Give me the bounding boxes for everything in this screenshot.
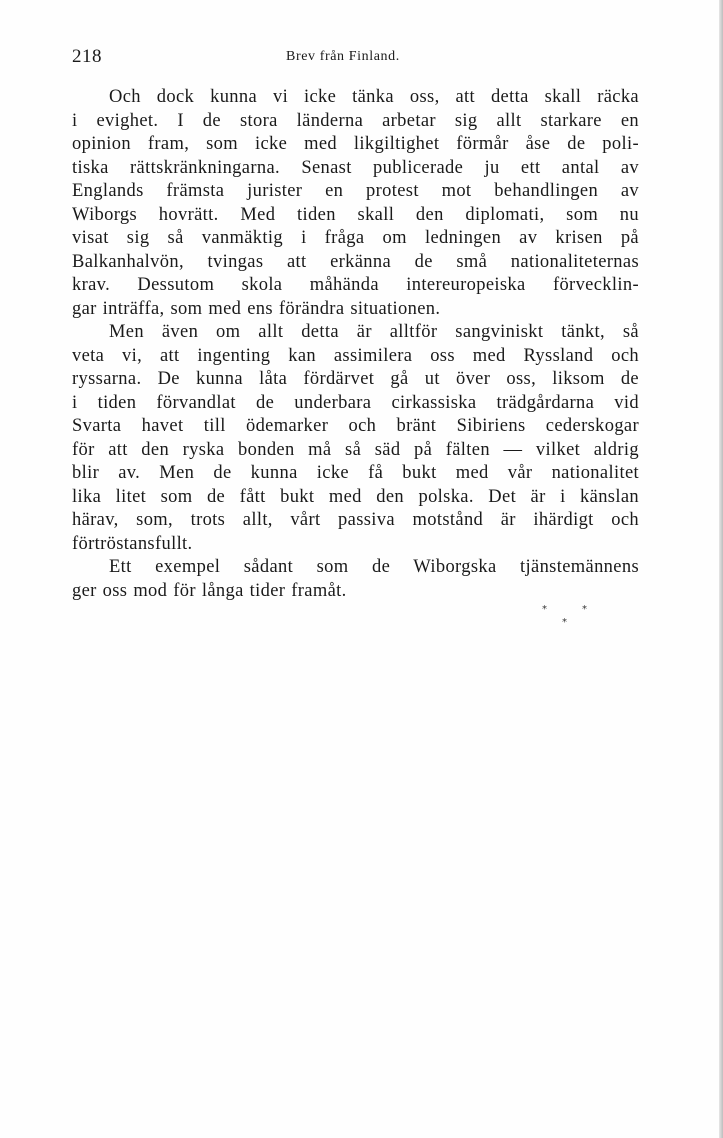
text-line: krav. Dessutom skola måhända intereuropeiska förvecklin- [72,275,639,295]
text-line: i evighet. I de stora länderna arbetar sig allt starkare en [72,110,639,131]
text-line: i tiden förvandlat de underbara cirkassiska trädgårdarna vid [72,392,639,413]
text-line: gar inträffa, som med ens förändra situationen. [72,298,441,319]
paragraph-2 [72,321,639,556]
paragraph-3 [72,556,639,603]
page-header [72,46,639,72]
asterisk-mark: * [562,617,567,628]
text-line: Wiborgs hovrätt. Med tiden skall den diplomati, som nu [72,204,639,225]
text-line: tiska rättskränkningarna. Senast publicerade ju ett antal av [72,157,639,178]
text-line: blir av. Men de kunna icke få bukt med vår nationalitet [72,463,639,483]
text-line: Svarta havet till ödemarker och bränt Sibiriens cederskogar [72,416,639,436]
page-number: 218 [72,46,102,67]
text-line: Men även om allt detta är alltför sangviniskt tänkt, så [109,322,639,342]
text-line: ger oss mod för långa tider framåt. [72,580,347,601]
text-line: veta vi, att ingenting kan assimilera oss med Ryssland och [72,345,639,366]
body-text [72,86,639,603]
text-line: lika litet som de fått bukt med den polska. Det är i känslan [72,486,639,507]
text-line: Englands främsta jurister en protest mot behandlingen av [72,181,639,201]
text-line: opinion fram, som icke med likgiltighet förmår åse de poli- [72,134,639,154]
page-edge [719,0,723,1138]
text-line: härav, som, trots allt, vårt passiva motstånd är ihärdigt och [72,510,639,530]
text-line: Ett exempel sådant som de Wiborgska tjänstemännens [109,557,639,577]
text-line: Balkanhalvön, tvingas att erkänna de små nationaliteternas [72,251,639,272]
asterisk-mark: * [582,604,587,615]
text-line: visat sig så vanmäktig i fråga om ledningen av krisen på [72,228,639,248]
text-line: Och dock kunna vi icke tänka oss, att detta skall räcka [109,87,639,107]
asterisk-mark: * [542,604,547,615]
running-title: Brev från Finland. [286,49,400,64]
paragraph-1 [72,86,639,321]
text-line: ryssarna. De kunna låta fördärvet gå ut över oss, liksom de [72,369,639,389]
text-line: för att den ryska bonden må så säd på fälten — vilket aldrig [72,439,639,460]
text-line: förtröstansfullt. [72,533,193,554]
asterism-ornament [538,604,598,634]
